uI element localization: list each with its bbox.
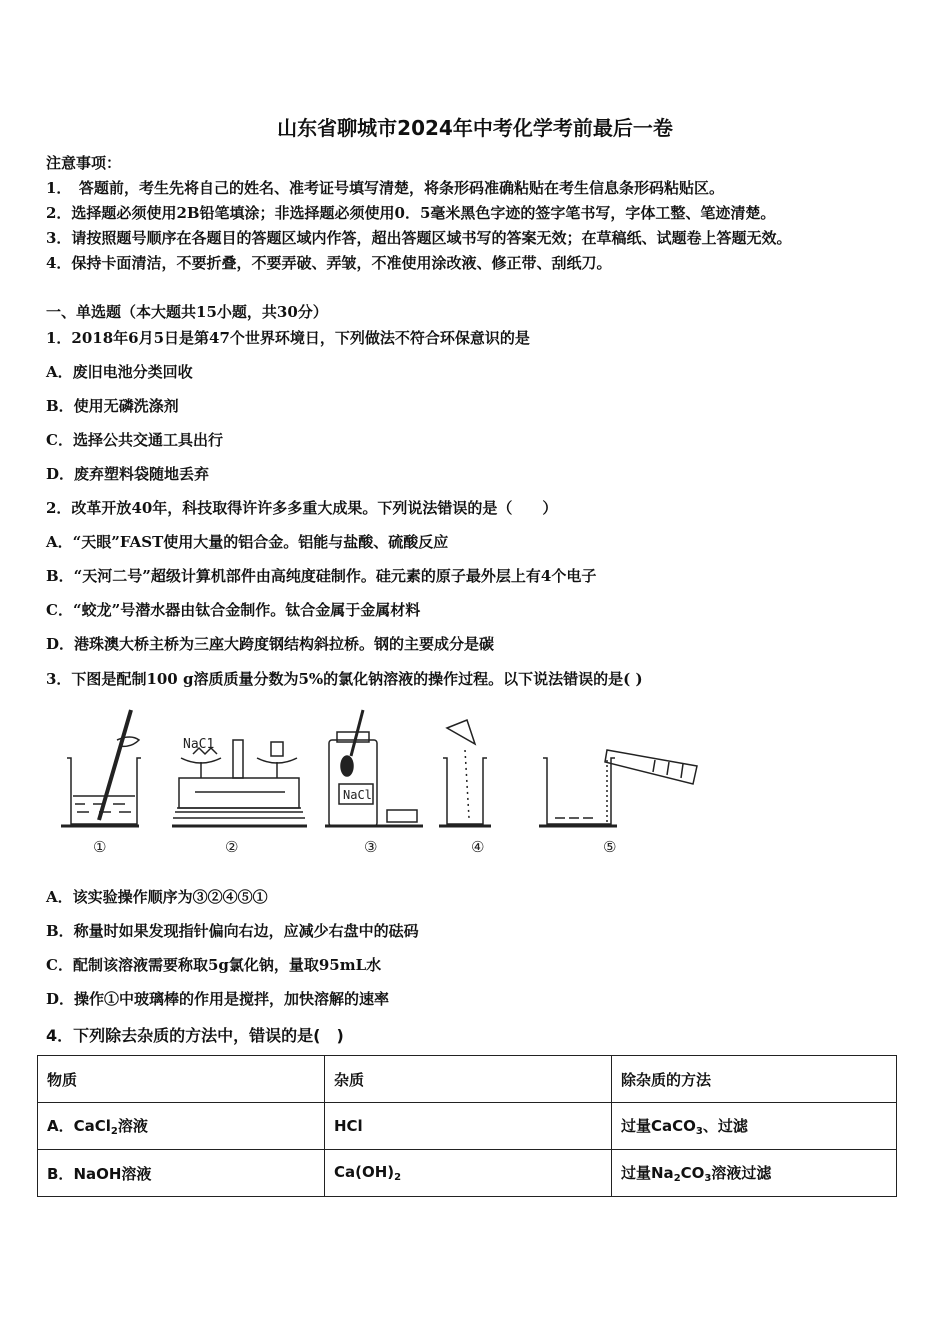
q1-option-c: C．选择公共交通工具出行 <box>46 431 223 449</box>
step-label: ① <box>93 838 107 856</box>
method-cell: 过量$Na_2CO_3$溶液过滤 <box>612 1150 897 1197</box>
q3-option-b: B．称量时如果发现指针偏向右边，应减少右盘中的砝码 <box>46 922 419 940</box>
reagent-jar-diagram <box>325 710 423 826</box>
step-label: ④ <box>471 838 485 856</box>
table-header-row <box>38 1056 897 1103</box>
impurity-cell: $Ca(OH)_2$ <box>325 1150 612 1197</box>
q2-option-d: D．港珠澳大桥主桥为三座大跨度钢结构斜拉桥。钢的主要成分是碳 <box>46 635 495 653</box>
note-item: 2．选择题必须使用2B铅笔填涂；非选择题必须使用0．5毫米黑色字迹的签字笔书写，字体工整、笔迹清楚。 <box>46 204 776 222</box>
q3-option-a: A．该实验操作顺序为③②④⑤① <box>46 888 268 906</box>
beaker-pouring-liquid-diagram <box>539 750 697 826</box>
table-row <box>38 1103 897 1150</box>
q1-option-b: B．使用无磷洗涤剂 <box>46 397 179 415</box>
question-1-stem: 1．2018年6月5日是第47个世界环境日，下列做法不符合环保意识的是 <box>46 329 530 347</box>
notes-heading: 注意事项： <box>46 154 122 172</box>
section-heading: 一、单选题（本大题共15小题，共30分） <box>46 303 328 321</box>
experiment-figure <box>55 700 715 865</box>
q4-table <box>37 1055 897 1197</box>
jar-label: NaCl <box>343 788 372 802</box>
q3-option-d: D．操作①中玻璃棒的作用是搅拌，加快溶解的速率 <box>46 990 390 1008</box>
question-4-stem: 4．下列除去杂质的方法中，错误的是( ) <box>46 1026 344 1045</box>
header-cell: 物质 <box>38 1056 325 1103</box>
page-title: 山东省聊城市2024年中考化学考前最后一卷 <box>277 116 673 140</box>
q2-option-a: A．“天眼”FAST使用大量的铝合金。铝能与盐酸、硫酸反应 <box>46 533 449 551</box>
question-3-stem: 3．下图是配制100 g溶质质量分数为5%的氯化钠溶液的操作过程。以下说法错误的是( ) <box>46 670 643 688</box>
balance-label: NaC1 <box>183 737 215 752</box>
header-cell: 除杂质的方法 <box>612 1056 897 1103</box>
beaker-stirring-diagram <box>61 710 141 826</box>
q1-option-a: A．废旧电池分类回收 <box>46 363 193 381</box>
table-row <box>38 1150 897 1197</box>
note-item: 4．保持卡面清洁，不要折叠，不要弄破、弄皱，不准使用涂改液、修正带、刮纸刀。 <box>46 254 612 272</box>
q2-option-b: B．“天河二号”超级计算机部件由高纯度硅制作。硅元素的原子最外层上有4个电子 <box>46 567 597 585</box>
note-item: 3．请按照题号顺序在各题目的答题区域内作答，超出答题区域书写的答案无效；在草稿纸、试题卷上答题无效。 <box>46 229 792 247</box>
q2-option-c: C．“蛟龙”号潜水器由钛合金制作。钛合金属于金属材料 <box>46 601 421 619</box>
q1-option-d: D．废弃塑料袋随地丢弃 <box>46 465 210 483</box>
method-cell: 过量CaCO$_3$、过滤 <box>612 1103 897 1150</box>
balance-diagram <box>172 740 307 826</box>
step-label: ② <box>225 838 239 856</box>
step-label: ⑤ <box>603 838 617 856</box>
question-2-stem: 2．改革开放40年，科技取得许许多多重大成果。下列说法错误的是（ ） <box>46 499 558 517</box>
note-item: 1． 答题前，考生先将自己的姓名、准考证号填写清楚，将条形码准确粘贴在考生信息条形码粘贴区。 <box>46 179 724 197</box>
q3-option-c: C．配制该溶液需要称取5g氯化钠，量取95mL水 <box>46 956 382 974</box>
substance-cell: B．NaOH溶液 <box>38 1150 325 1197</box>
header-cell: 杂质 <box>325 1056 612 1103</box>
beaker-pouring-solid-diagram <box>439 720 491 826</box>
step-label: ③ <box>364 838 378 856</box>
impurity-cell: HCl <box>325 1103 612 1150</box>
substance-cell: A．CaCl$_2$溶液 <box>38 1103 325 1150</box>
